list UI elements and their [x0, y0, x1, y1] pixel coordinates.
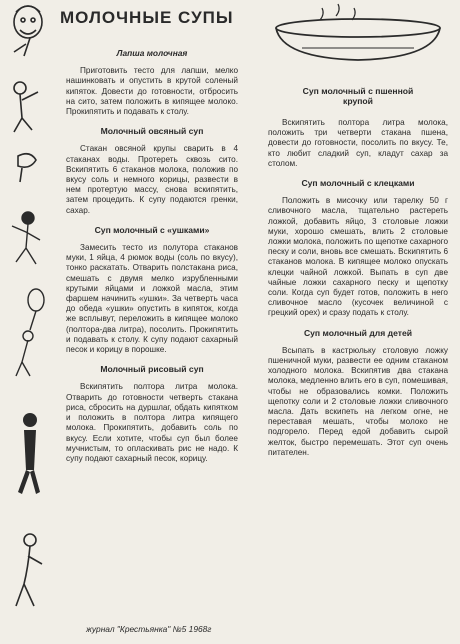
recipe-text-children: Всыпать в кастрюльку столовую ложку пшеничной муки, развести ее одним стаканом холодного молока. Вскипятив два стакана молока, медленно влить его в суп, помешивая, чтобы не образовались комки. Положить щепотку соли и 2 столовые ложки сливочного масла. Дать вскипеть на легком огне, не переставая мешать, чтобы молоко не подгорело. Перед едой добавить сырой желток, быстро перемешать. Этот суп очень питателен.	[268, 345, 448, 457]
chef-face-drawing	[14, 6, 42, 56]
recipe-text-ushki: Замесить тесто из полутора стаканов муки, 1 яйца, 4 рюмок воды (соль по вкусу), тонко раскатать. Отварить полстакана риса, смешать с двумя мелко изрубленными крутыми яйцами и ложкой масла, этим фаршем начинить «ушки». За четверть часа до обеда «ушки» опустить в кипяток, когда же всплывут, переложить в кипящее молоко (полтора-два литра), посолить. Прокипятить и подавать к столу. К супу подают сахарный песок и корицу в порошке.	[66, 243, 238, 355]
recipe-heading-ushki: Суп молочный с «ушками»	[94, 224, 210, 235]
left-column	[66, 48, 238, 464]
soup-bowl-icon	[272, 2, 444, 64]
running-figure-drawing	[12, 212, 40, 264]
waving-figure-drawing	[14, 82, 38, 132]
recipe-text-dumplings: Положить в мисочку или тарелку 50 г сливочного масла, тщательно растереть ложкой, добавить яйцо, 3 столовые ложки муки, хорошо смешать, влить 2 столовые ложки молока, положить по щепотке сахарного песку и соли, вновь все смешать. Вскипятить 6 стаканов молока. В кипящее молоко опускать клецки чайной ложкой. Выпать в суп две чайные ложки сахарного песку и щепотку соли. Когда суп будет готов, положить в него сливочное масло (кусочек величиной с грецкий орех) и сразу подать к столу.	[268, 196, 448, 318]
bending-figure-drawing	[16, 534, 42, 606]
recipe-text-millet: Вскипятить полтора литра молока, положить три четверти стакана пшена, довести до готовности, посолить по вкусу. Те, кто любит сладкий суп, кладут сахар за столом.	[268, 118, 448, 168]
recipe-heading-noodles: Лапша молочная	[116, 48, 188, 58]
source-footer: журнал "Крестьянка" №5 1968г	[86, 624, 212, 634]
recipe-text-rice: Вскипятить полтора литра молока. Отварить до готовности четверть стакана риса, сбросить на дуршлаг, обдать кипятком и положить в полтора литра кипящего молока. Прокипятить, добавить соль по вкусу. Если хотите, чтобы суп был более мучнистым, то опласкивать рис не надо. К супу подают сахарный песок, корицу.	[66, 382, 238, 463]
margin-cartoon-illustrations	[0, 0, 58, 644]
right-column	[268, 118, 448, 458]
recipe-heading-millet: Суп молочный с пшенной крупой	[302, 86, 414, 106]
recipe-heading-oat: Молочный овсяный суп	[100, 126, 204, 137]
page-title: МОЛОЧНЫЕ СУПЫ	[60, 8, 234, 27]
hand-pointing-drawing	[18, 154, 36, 182]
recipe-heading-dumplings: Суп молочный с клецками	[301, 178, 415, 189]
recipe-heading-rice: Молочный рисовый суп	[100, 364, 204, 375]
shadow-figure-drawing	[18, 413, 40, 494]
recipe-text-noodles: Приготовить тесто для лапши, мелко нашинковать и опустить в крутой соленый кипяток. Довести до готовности, отбросить на сито, затем положить в кипящее молоко. Прокипятить и подавать к столу.	[66, 66, 238, 117]
recipe-text-oat: Стакан овсяной крупы сварить в 4 стаканах воды. Протереть сквозь сито. Вскипятить 6 стаканов молока, положив по вкусу соль и немного корицы, развести в нем протертую массу, снова вскипятить, затем процедить. К супу подаются гренки, сахар.	[66, 144, 238, 215]
balloon-figure-drawing	[16, 289, 44, 376]
recipe-heading-children: Суп молочный для детей	[303, 327, 413, 338]
